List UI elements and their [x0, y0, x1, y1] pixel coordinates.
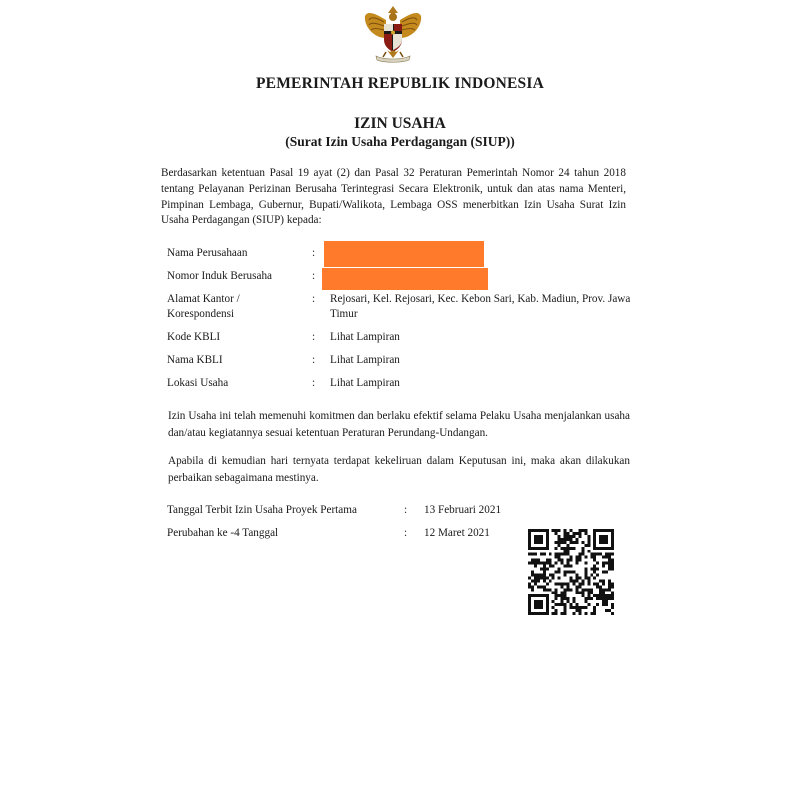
field-label: Nama Perusahaan [167, 247, 248, 259]
date-colon: : [404, 527, 408, 539]
field-label: Nomor Induk Berusaha [167, 270, 273, 282]
date-value: 12 Maret 2021 [424, 527, 490, 539]
field-label: Nama KBLI [167, 354, 223, 366]
government-title: PEMERINTAH REPUBLIK INDONESIA [256, 75, 544, 92]
field-label: Kode KBLI [167, 331, 221, 343]
document-title: IZIN USAHA [354, 115, 446, 132]
date-label: Tanggal Terbit Izin Usaha Proyek Pertama [167, 504, 357, 516]
field-value: Lihat Lampiran [330, 377, 400, 389]
field-label: Alamat Kantor / Korespondensi [167, 293, 240, 320]
field-colon: : [312, 270, 316, 282]
redaction-block-business-id [322, 268, 488, 290]
date-colon: : [404, 504, 408, 516]
validity-paragraph: Izin Usaha ini telah memenuhi komitmen dan berlaku efektif selama Pelaku Usaha menjalankan usaha dan/atau kegiatannya sesuai ketentuan Peraturan Perundang-Undangan. [168, 410, 630, 439]
garuda-emblem-icon [362, 4, 424, 66]
field-value: Rejosari, Kel. Rejosari, Kec. Kebon Sari, Kab. Madiun, Prov. Jawa Timur [330, 293, 631, 320]
field-label: Lokasi Usaha [167, 377, 229, 389]
field-colon: : [312, 354, 316, 366]
field-value: Lihat Lampiran [330, 331, 400, 343]
date-value: 13 Februari 2021 [424, 504, 502, 516]
qr-code-icon [528, 529, 614, 615]
date-label: Perubahan ke -4 Tanggal [167, 527, 279, 539]
field-colon: : [312, 377, 316, 389]
field-colon: : [312, 331, 316, 343]
field-colon: : [312, 247, 316, 259]
document-subtitle: (Surat Izin Usaha Perdagangan (SIUP)) [285, 134, 515, 149]
redaction-block-company-name [324, 241, 484, 267]
correction-paragraph: Apabila di kemudian hari ternyata terdapat kekeliruan dalam Keputusan ini, maka akan dilakukan perbaikan sebagaimana mestinya. [168, 455, 630, 484]
field-value: Lihat Lampiran [330, 354, 400, 366]
field-colon: : [312, 293, 316, 305]
intro-paragraph: Berdasarkan ketentuan Pasal 19 ayat (2) dan Pasal 32 Peraturan Pemerintah Nomor 24 tahun 2018 tentang Pelayanan Perizinan Berusaha Terintegrasi Secara Elektronik, untuk dan atas nama Menteri, Pimpinan Lembaga, Gubernur, Bupati/Walikota, Lembaga OSS menerbitkan Izin Usaha Surat Izin Usaha Perdagangan (SIUP) kepada: [161, 167, 626, 227]
